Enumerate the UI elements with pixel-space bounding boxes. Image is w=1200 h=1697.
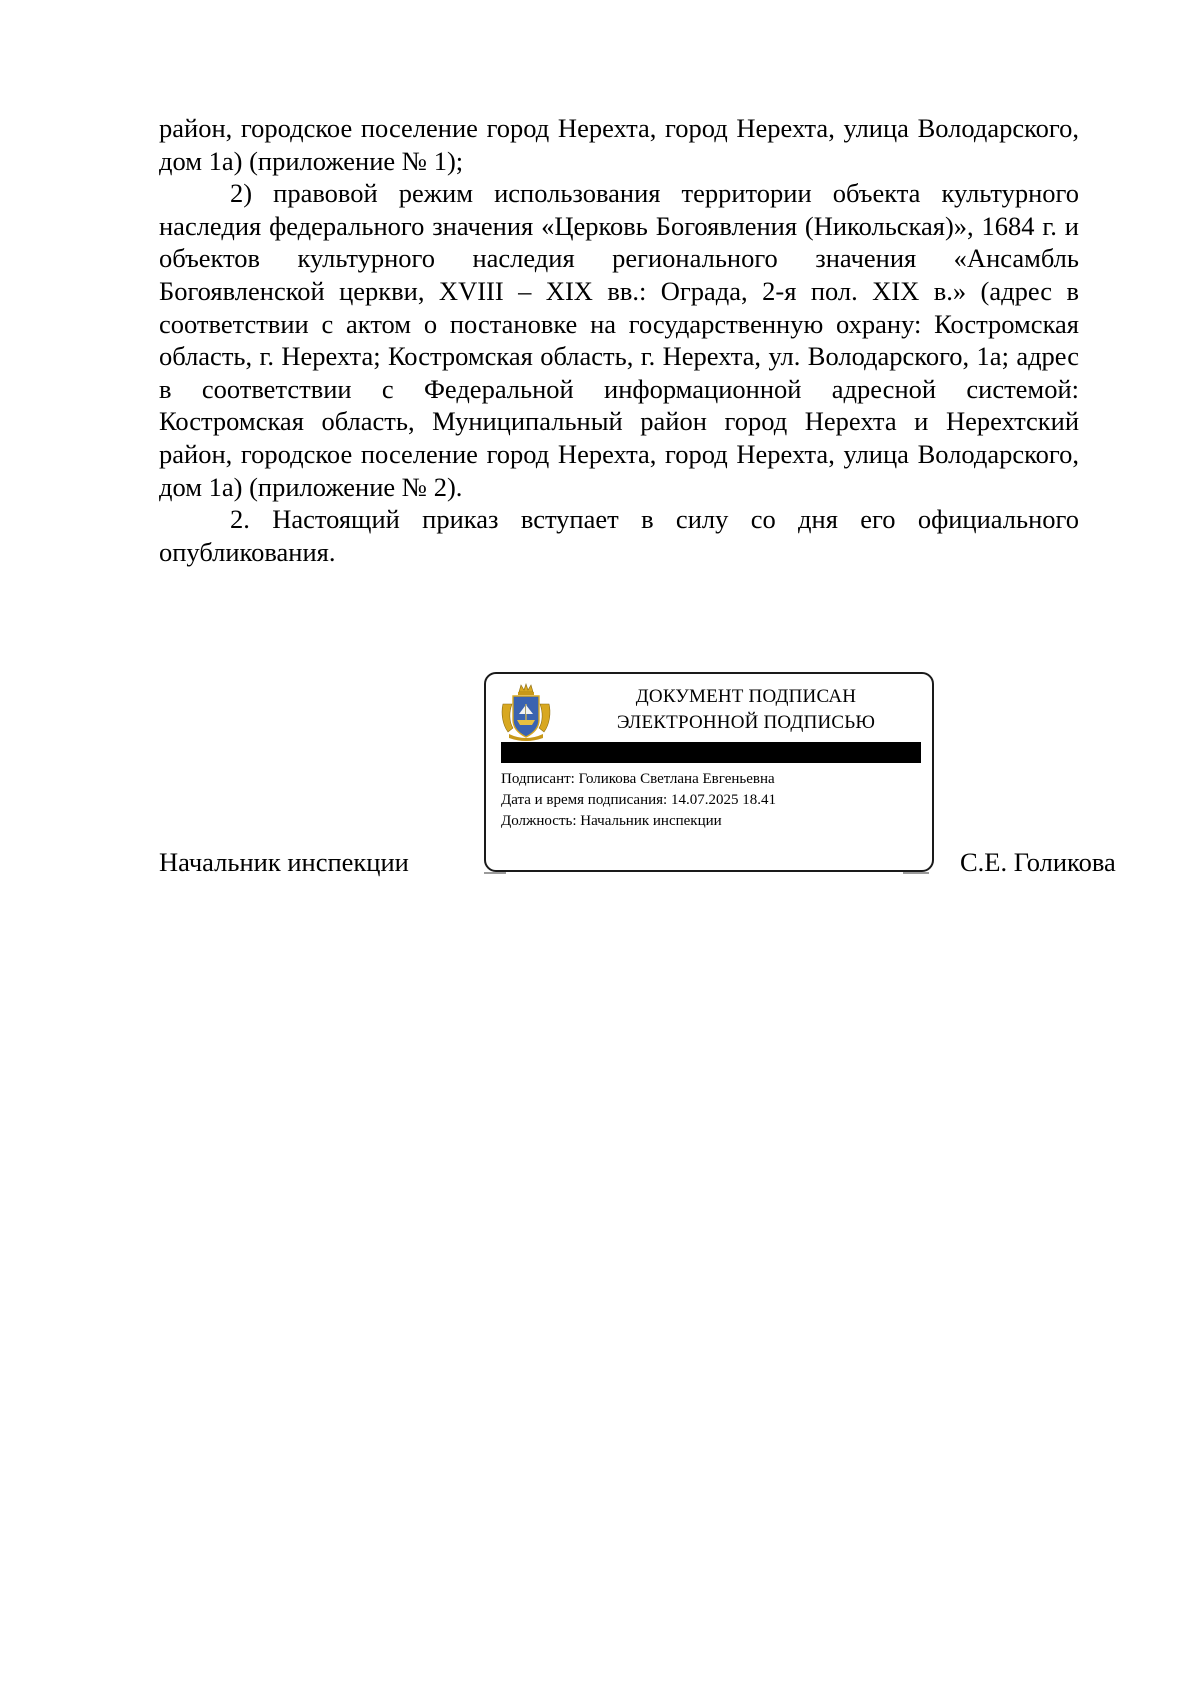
signatory-position: Начальник инспекции [159, 847, 409, 877]
stamp-title-line-1: ДОКУМЕНТ ПОДПИСАН [635, 686, 857, 707]
stamp-datetime: Дата и время подписания: 14.07.2025 18.41 [501, 792, 776, 808]
electronic-signature-stamp [484, 672, 934, 872]
stamp-signer: Подписант: Голикова Светлана Евгеньевна [501, 771, 775, 787]
stamp-position: Должность: Начальник инспекции [501, 813, 722, 829]
stamp-details [501, 769, 776, 832]
signatory-name: С.Е. Голикова [960, 847, 1116, 877]
paragraph-2: 2) правовой режим использования территории объекта культурного наследия федерального значения «Церковь Богоявления (Никольская)», 1684 г. и объектов культурного наследия регионального значения «Ансамбль Богоявленской церкви, XVIII – XIX вв.: Ограда, 2-я пол. XIX в.» (адрес в соответствии с актом о постановке на государственную охрану: Костромская область, г. Нерехта; Костромская область, г. Нерехта, ул. Володарского, 1а; адрес в соответствии с Федеральной информационной адресной системой: Костромская область, Муниципальный район город Нерехта и Нерехтский район, городское поселение город Нерехта, город Нерехта, улица Володарского, дом 1а) (приложение № 2). [159, 178, 1079, 502]
document-body [159, 112, 1079, 568]
stamp-corner-mark-right [903, 872, 929, 874]
stamp-title [566, 684, 926, 736]
stamp-corner-mark-left [484, 872, 506, 874]
paragraph-1: район, городское поселение город Нерехта, город Нерехта, улица Володарского, дом 1а) (приложение № 1); [159, 113, 1079, 176]
coat-of-arms-icon [499, 682, 553, 742]
redacted-certificate-bar [501, 742, 921, 763]
paragraph-3: 2. Настоящий приказ вступает в силу со дня его официального опубликования. [159, 504, 1079, 567]
stamp-title-line-2: ЭЛЕКТРОННОЙ ПОДПИСЬЮ [616, 712, 876, 733]
